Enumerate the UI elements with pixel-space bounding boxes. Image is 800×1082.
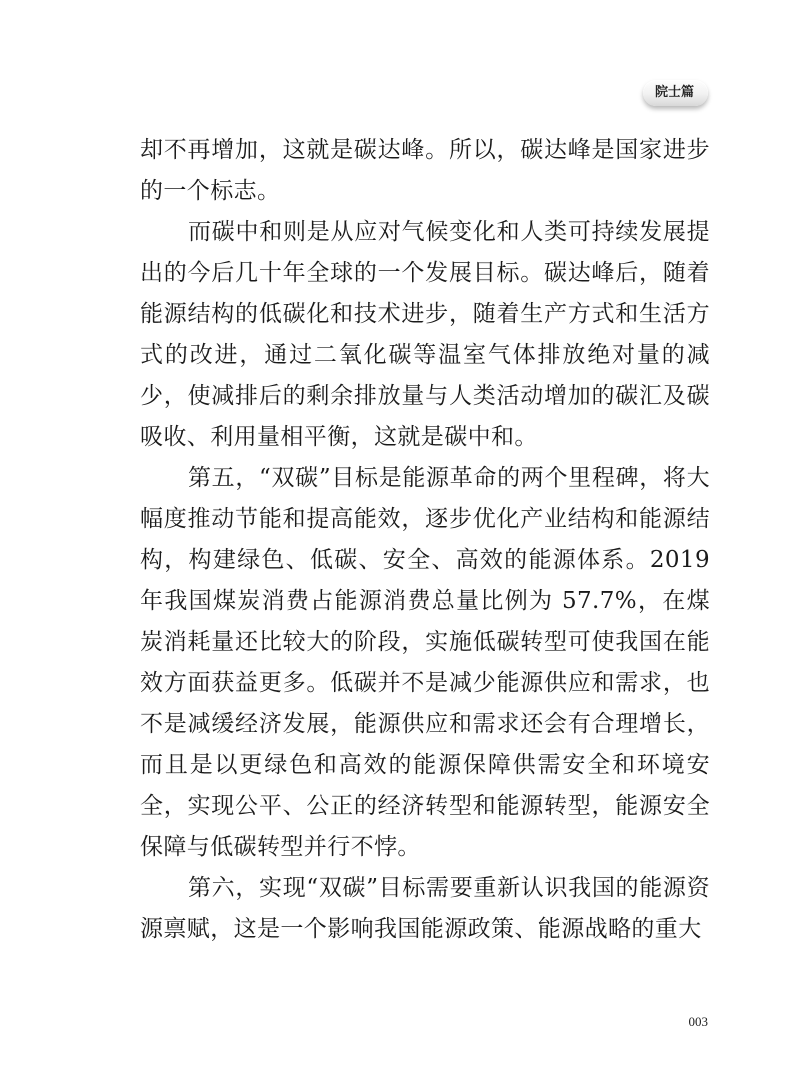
- paragraph-continuation: 却不再增加，这就是碳达峰。所以，碳达峰是国家进步的一个标志。: [140, 137, 710, 204]
- section-header-tab: 院士篇: [643, 80, 708, 106]
- page-body: [140, 130, 710, 950]
- paragraph-carbon-neutrality: 而碳中和则是从应对气候变化和人类可持续发展提出的今后几十年全球的一个发展目标。碳达峰后，随着能源结构的低碳化和技术进步，随着生产方式和生活方式的改进，通过二氧化碳等温室气体排放绝对量的减少，使减排后的剩余排放量与人类活动增加的碳汇及碳吸收、利用量相平衡，这就是碳中和。: [140, 219, 710, 450]
- page-number: 003: [688, 1014, 708, 1029]
- paragraph-fifth-point: 第五，“双碳”目标是能源革命的两个里程碑，将大幅度推动节能和提高能效，逐步优化产业结构和能源结构，构建绿色、低碳、安全、高效的能源体系。2019 年我国煤炭消费占能源消费总量比例为 57.7%，在煤炭消耗量还比较大的阶段，实施低碳转型可使我国在能效方面获益更多。低碳并不是减少能源供应和需求，也不是减缓经济发展，能源供应和需求还会有合理增长，而且是以更绿色和高效的能源保障供需安全和环境安全，实现公平、公正的经济转型和能源转型，能源安全保障与低碳转型并行不悖。: [140, 465, 710, 860]
- paragraph-sixth-point: 第六，实现“双碳”目标需要重新认识我国的能源资源禀赋，这是一个影响我国能源政策、能源战略的重大: [140, 875, 710, 942]
